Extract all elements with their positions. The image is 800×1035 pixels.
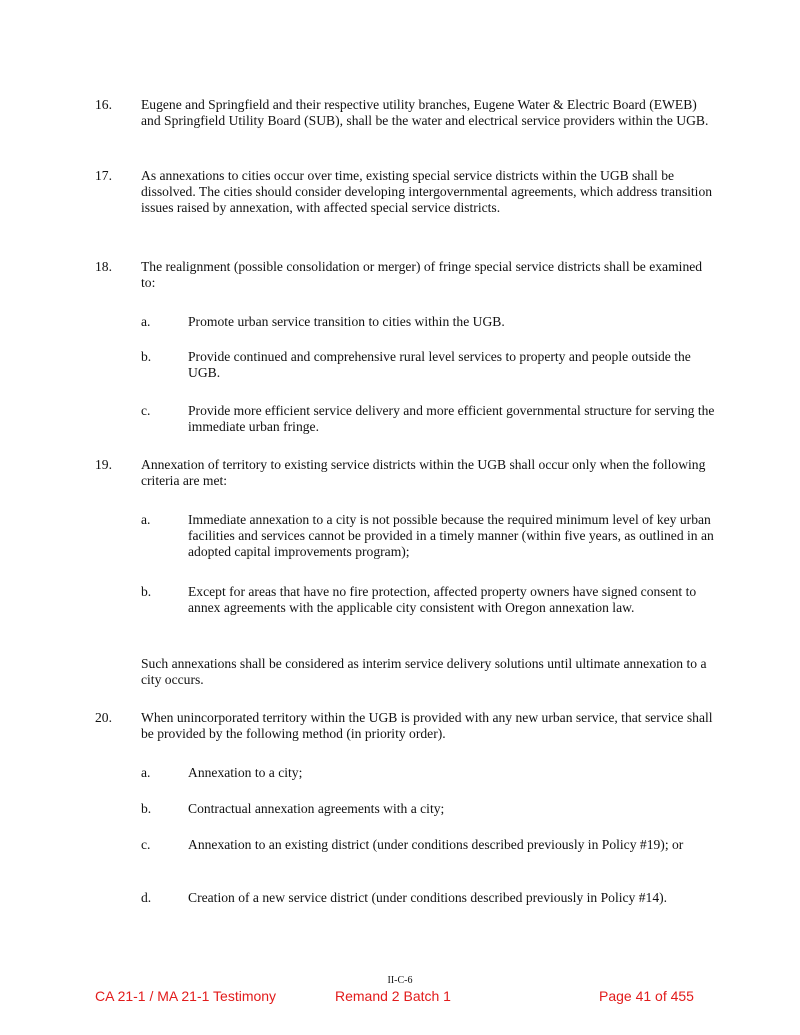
footer-testimony-label: CA 21-1 / MA 21-1 Testimony bbox=[95, 988, 277, 1004]
policy-19-closing: Such annexations shall be considered as interim service delivery solutions until ultimate annexation to a city occurs. bbox=[141, 656, 707, 688]
policy-20 bbox=[95, 710, 715, 742]
sub-letter: b. bbox=[141, 349, 152, 364]
sub-text: Immediate annexation to a city is not possible because the required minimum level of key urban facilities and services cannot be provided in a timely manner (within five years, as outlined in an adopted capital improvements program); bbox=[188, 512, 714, 560]
policy-text: As annexations to cities occur over time, existing special service districts within the UGB shall be dissolved. The cities should consider developing intergovernmental agreements, which address transition issues raised by annexation, with affected special service districts. bbox=[141, 168, 713, 216]
policy-number: 17. bbox=[95, 168, 112, 183]
policy-19-b bbox=[141, 584, 716, 616]
sub-text: Creation of a new service district (under conditions described previously in Policy #14). bbox=[188, 890, 668, 905]
policy-text: Annexation of territory to existing service districts within the UGB shall occur only when the following criteria are met: bbox=[141, 457, 706, 489]
policy-20-b bbox=[141, 801, 716, 817]
policy-18-c bbox=[141, 403, 716, 435]
policy-text: Eugene and Springfield and their respective utility branches, Eugene Water & Electric Board (EWEB) and Springfield Utility Board (SUB), shall be the water and electrical service providers within the UGB. bbox=[141, 97, 709, 129]
sub-text: Annexation to a city; bbox=[188, 765, 303, 780]
policy-number: 20. bbox=[95, 710, 112, 725]
sub-text: Provide continued and comprehensive rural level services to property and people outside the UGB. bbox=[188, 349, 691, 381]
sub-letter: b. bbox=[141, 584, 152, 599]
policy-number: 18. bbox=[95, 259, 112, 274]
sub-letter: b. bbox=[141, 801, 152, 816]
policy-19-a bbox=[141, 512, 716, 561]
sub-text: Contractual annexation agreements with a city; bbox=[188, 801, 445, 816]
footer-batch-label: Remand 2 Batch 1 bbox=[335, 988, 451, 1004]
policy-18 bbox=[95, 259, 715, 291]
policy-18-b bbox=[141, 349, 716, 381]
sub-letter: a. bbox=[141, 512, 151, 527]
policy-text: When unincorporated territory within the UGB is provided with any new urban service, that service shall be provided by the following method (in priority order). bbox=[141, 710, 713, 742]
sub-text: Annexation to an existing district (under conditions described previously in Policy #19); or bbox=[188, 837, 684, 852]
sub-text: Except for areas that have no fire protection, affected property owners have signed consent to annex agreements with the applicable city consistent with Oregon annexation law. bbox=[188, 584, 697, 616]
sub-letter: c. bbox=[141, 403, 151, 418]
policy-16 bbox=[95, 97, 715, 129]
policy-18-a bbox=[141, 314, 716, 330]
sub-text: Provide more efficient service delivery and more efficient governmental structure for serving the immediate urban fringe. bbox=[188, 403, 715, 435]
sub-letter: c. bbox=[141, 837, 151, 852]
footer-page-count: Page 41 of 455 bbox=[599, 988, 694, 1004]
policy-20-c bbox=[141, 837, 716, 853]
policy-17 bbox=[95, 168, 715, 217]
sub-letter: a. bbox=[141, 765, 151, 780]
page-code: II-C-6 bbox=[387, 975, 413, 986]
sub-letter: a. bbox=[141, 314, 151, 329]
policy-number: 19. bbox=[95, 457, 112, 472]
policy-text: The realignment (possible consolidation or merger) of fringe special service districts shall be examined to: bbox=[141, 259, 703, 291]
sub-text: Promote urban service transition to cities within the UGB. bbox=[188, 314, 505, 329]
policy-19 bbox=[95, 457, 715, 489]
policy-number: 16. bbox=[95, 97, 112, 112]
policy-20-a bbox=[141, 765, 716, 781]
policy-20-d bbox=[141, 890, 716, 906]
sub-letter: d. bbox=[141, 890, 152, 905]
